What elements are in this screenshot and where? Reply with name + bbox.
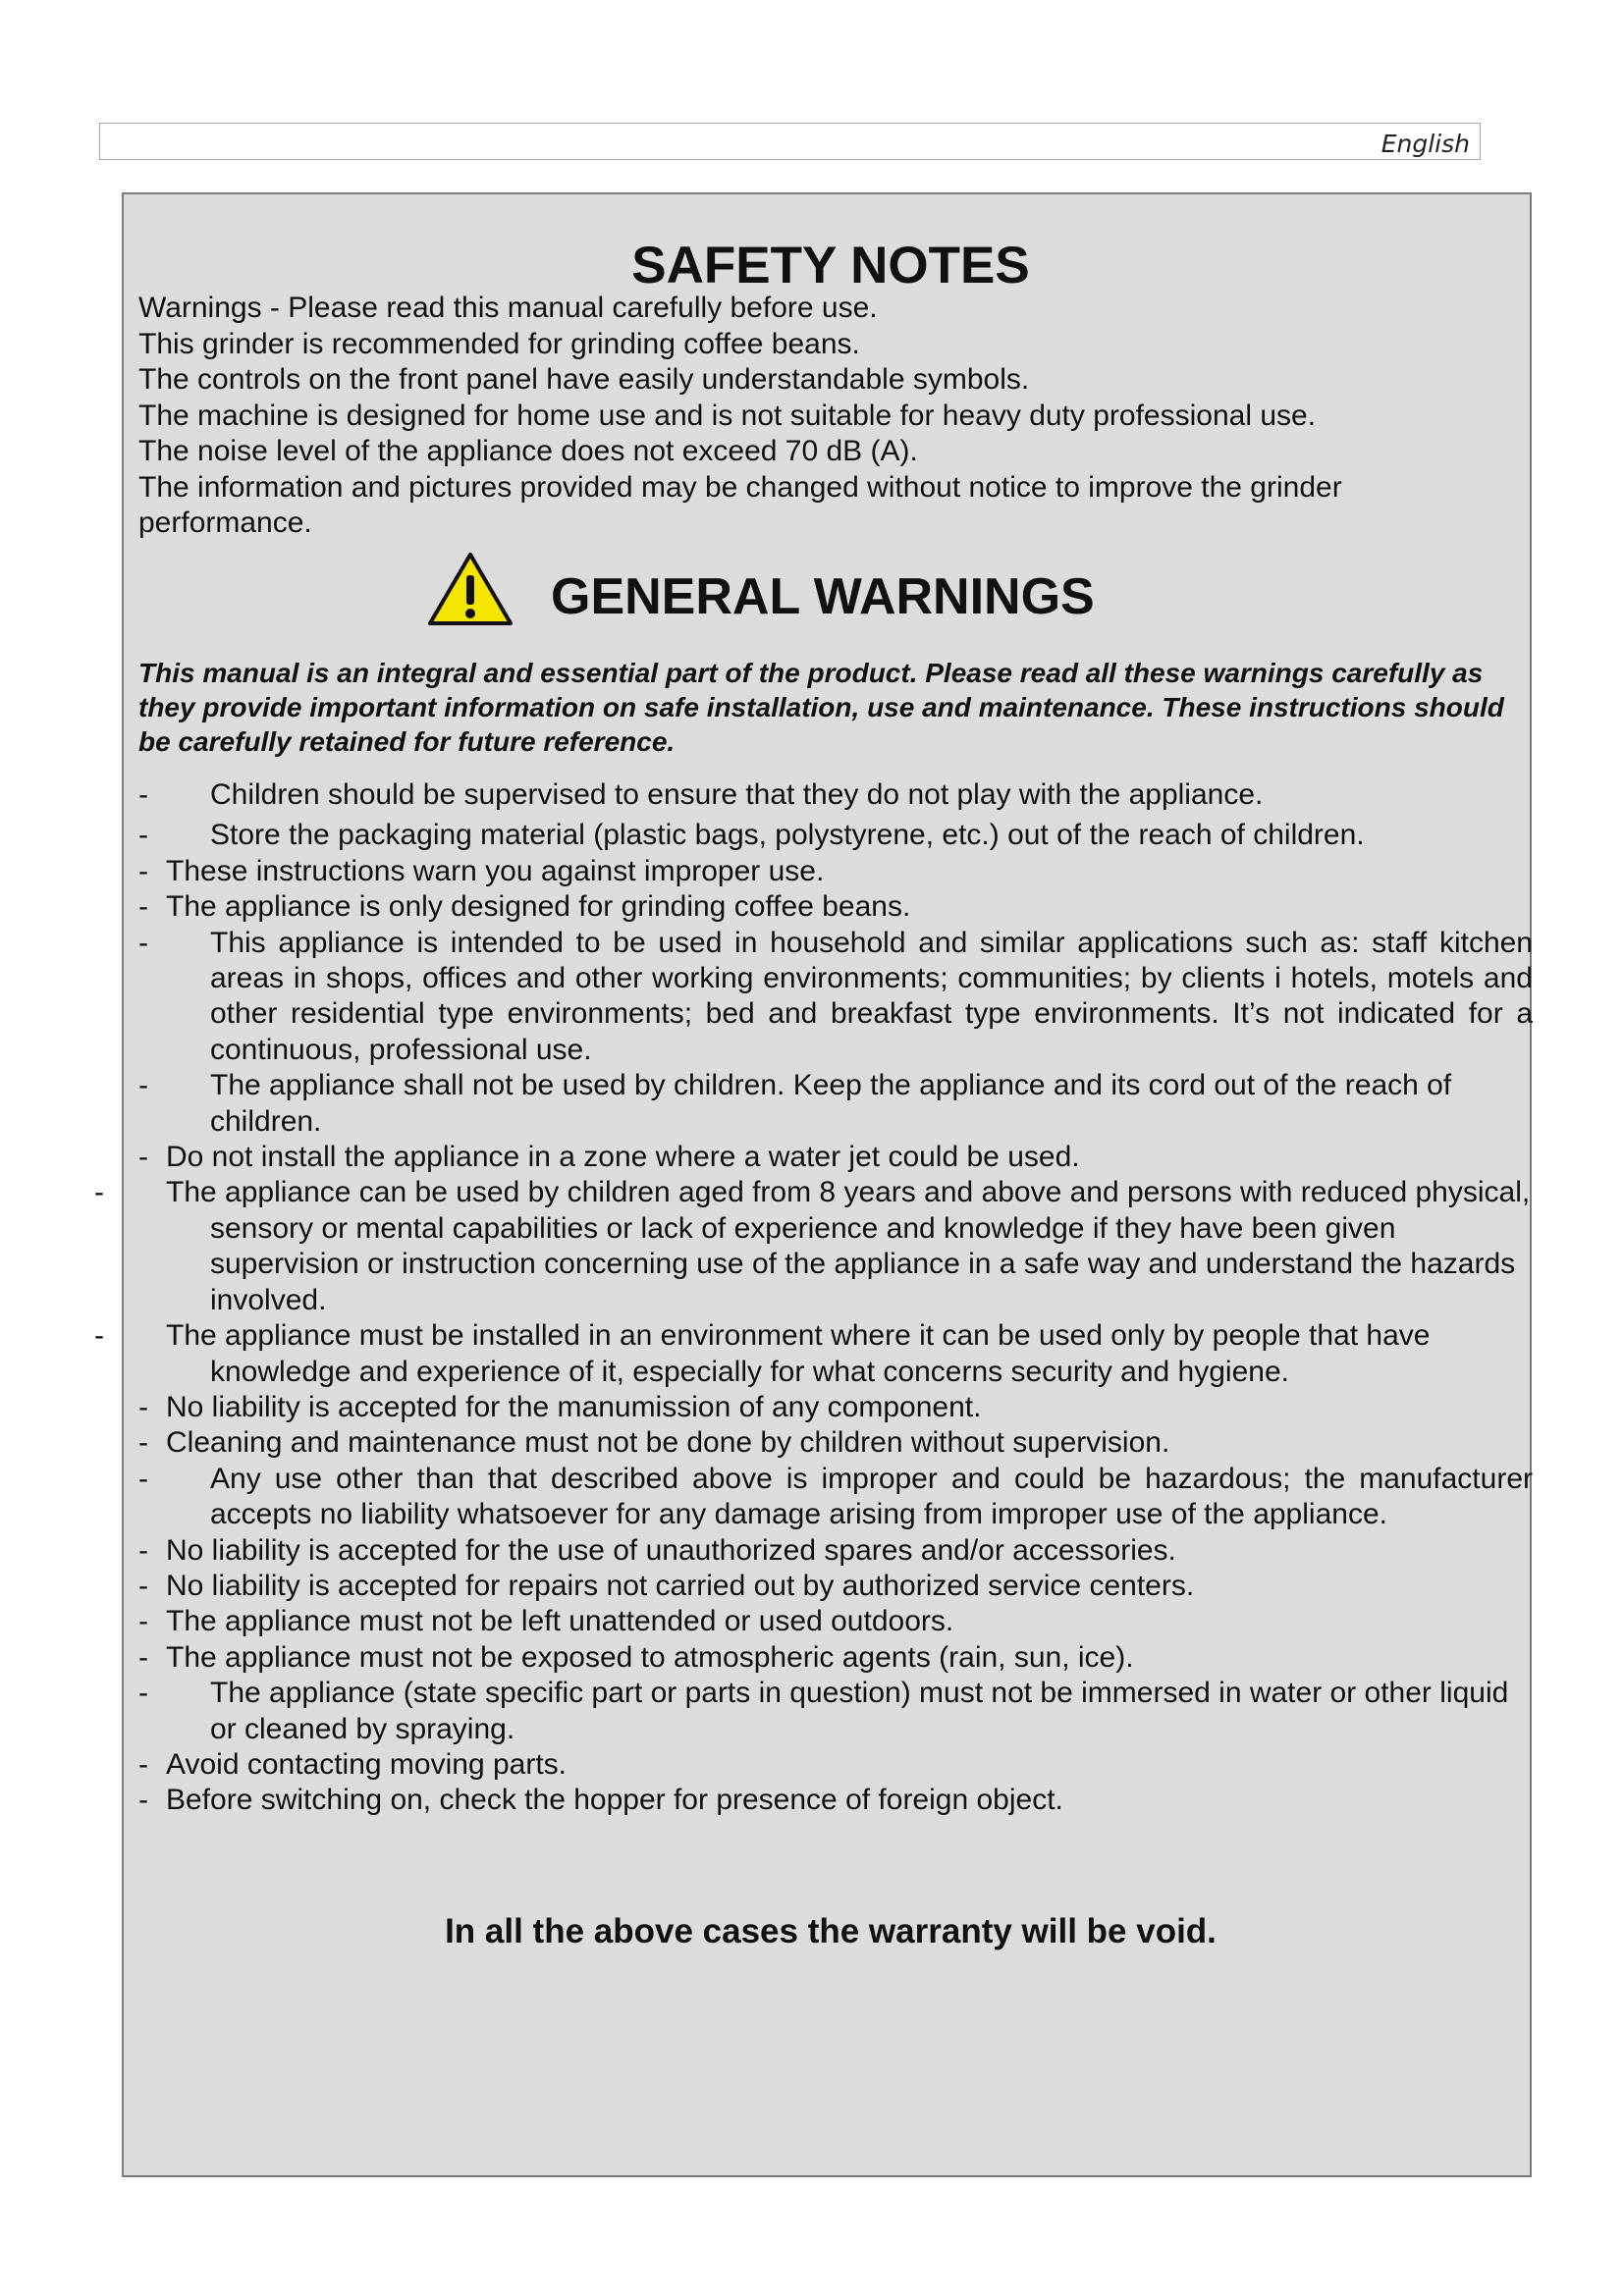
list-dash: - xyxy=(138,1640,148,1674)
safety-note-line: The controls on the front panel have easily understandable symbols. xyxy=(138,363,1030,396)
list-item xyxy=(138,1140,1533,1175)
list-item: - The appliance can be used by children aged from 8 years and above and persons with reduced physical, sensory or mental capabilities or lack of experience and knowledge if they have been given supervision or instruction concerning use of the appliance in a safe way and understand the hazards involved. xyxy=(94,1176,1531,1316)
list-item-text: Children should be supervised to ensure that they do not play with the appliance. xyxy=(210,778,1264,811)
list-dash: - xyxy=(138,1462,148,1495)
list-item-text: Cleaning and maintenance must not be done by children without supervision. xyxy=(166,1426,1170,1460)
safety-notes-title: SAFETY NOTES xyxy=(631,237,1030,294)
list-item xyxy=(138,889,1533,925)
list-item-text: The appliance shall not be used by children. Keep the appliance and its cord out of the reach of children. xyxy=(210,1069,1452,1138)
list-item: - The appliance must be installed in an environment where it can be used only by people that have knowledge and experience of it, especially for what concerns security and hygiene. xyxy=(94,1319,1431,1388)
list-dash: - xyxy=(138,1069,148,1102)
general-warnings-title: GENERAL WARNINGS xyxy=(551,568,1095,625)
list-item xyxy=(138,818,1533,853)
list-item xyxy=(138,1569,1533,1604)
list-dash: - xyxy=(138,854,148,887)
list-dash: - xyxy=(138,1426,148,1460)
warnings-list xyxy=(94,777,1533,1819)
warnings-lead-text: This manual is an integral and essential part of the product. Please read all these warnings carefully as they provide important information on safe installation, use and maintenance. These instructions should be carefully retained for future reference. xyxy=(138,658,1504,757)
list-dash: - xyxy=(138,1569,148,1602)
list-item-text: No liability is accepted for the manumission of any component. xyxy=(166,1390,982,1423)
list-item-text: The appliance (state specific part or parts in question) must not be immersed in water or other liquid or cleaned by spraying. xyxy=(210,1677,1509,1745)
list-item xyxy=(138,1068,1533,1140)
list-item-text: The appliance is only designed for grinding coffee beans. xyxy=(166,890,911,924)
list-item xyxy=(138,1676,1533,1747)
safety-note-line: This grinder is recommended for grinding coffee beans. xyxy=(138,327,860,360)
list-item xyxy=(138,1604,1533,1639)
list-dash: - xyxy=(138,1390,148,1423)
list-item xyxy=(138,1390,1533,1425)
warranty-footer: In all the above cases the warranty will be void. xyxy=(445,1912,1217,1950)
list-item-text: The appliance must be installed in an environment where it can be used only by people that have knowledge and experience of it, especially for what concerns security and hygiene. xyxy=(166,1319,1431,1388)
list-dash: - xyxy=(138,890,148,924)
language-label: English xyxy=(1380,130,1470,158)
list-dash: - xyxy=(138,1677,148,1710)
safety-note-line: The information and pictures provided may be changed without notice to improve the grinder performance. xyxy=(138,470,1342,539)
list-item xyxy=(138,1533,1533,1569)
list-item xyxy=(138,926,1533,1069)
list-item-text: No liability is accepted for repairs not carried out by authorized service centers. xyxy=(166,1569,1195,1602)
list-item xyxy=(138,1747,1533,1783)
list-item xyxy=(138,1640,1533,1676)
list-dash: - xyxy=(138,1784,148,1817)
list-dash: - xyxy=(138,1141,148,1174)
language-header-bar xyxy=(99,123,1481,160)
list-item-text: Before switching on, check the hopper for presence of foreign object. xyxy=(166,1784,1063,1817)
list-dash: - xyxy=(138,1533,148,1567)
list-item-text: Store the packaging material (plastic bags, polystyrene, etc.) out of the reach of children. xyxy=(210,819,1365,852)
list-item-text: These instructions warn you against improper use. xyxy=(166,854,825,887)
list-item xyxy=(138,1425,1533,1461)
safety-panel xyxy=(94,192,1533,2177)
list-item-text: The appliance must not be left unattended or used outdoors. xyxy=(166,1605,954,1638)
safety-note-line: Warnings - Please read this manual carefully before use. xyxy=(138,292,878,324)
list-dash: - xyxy=(138,778,148,811)
warning-triangle-icon xyxy=(427,552,514,626)
list-item-text: The appliance must not be exposed to atmospheric agents (rain, sun, ice). xyxy=(166,1640,1134,1674)
safety-note-line: The machine is designed for home use and is not suitable for heavy duty professional use. xyxy=(138,399,1317,432)
list-dash: - xyxy=(138,819,148,852)
list-item-text: This appliance is intended to be used in household and similar applications such as: staff kitchen areas in shops, offices and other working environments; communities; by clients i hotels, motels and other residential type environments; bed and breakfast type environments. It’s not indicated for a continuous, professional use. xyxy=(210,926,1533,1066)
safety-notes-text xyxy=(138,291,1513,542)
list-item xyxy=(138,1783,1533,1818)
list-item-text: Any use other than that described above is improper and could be hazardous; the manufacturer accepts no liability whatsoever for any damage arising from improper use of the appliance. xyxy=(210,1462,1533,1531)
list-item-text: Avoid contacting moving parts. xyxy=(166,1747,568,1781)
list-dash: - xyxy=(138,926,148,959)
general-warnings-heading xyxy=(138,550,1523,638)
list-item xyxy=(138,854,1533,889)
list-item-text: The appliance can be used by children aged from 8 years and above and persons with reduced physical, sensory or mental capabilities or lack of experience and knowledge if they have been given supervision or instruction concerning use of the appliance in a safe way and understand the hazards involved. xyxy=(166,1176,1531,1316)
list-item xyxy=(138,1462,1533,1533)
list-item-text: Do not install the appliance in a zone where a water jet could be used. xyxy=(166,1141,1080,1174)
safety-note-line: The noise level of the appliance does not exceed 70 dB (A). xyxy=(138,435,918,467)
list-item xyxy=(138,777,1533,813)
list-dash: - xyxy=(138,1747,148,1781)
list-dash: - xyxy=(138,1605,148,1638)
list-item-text: No liability is accepted for the use of unauthorized spares and/or accessories. xyxy=(166,1533,1176,1567)
